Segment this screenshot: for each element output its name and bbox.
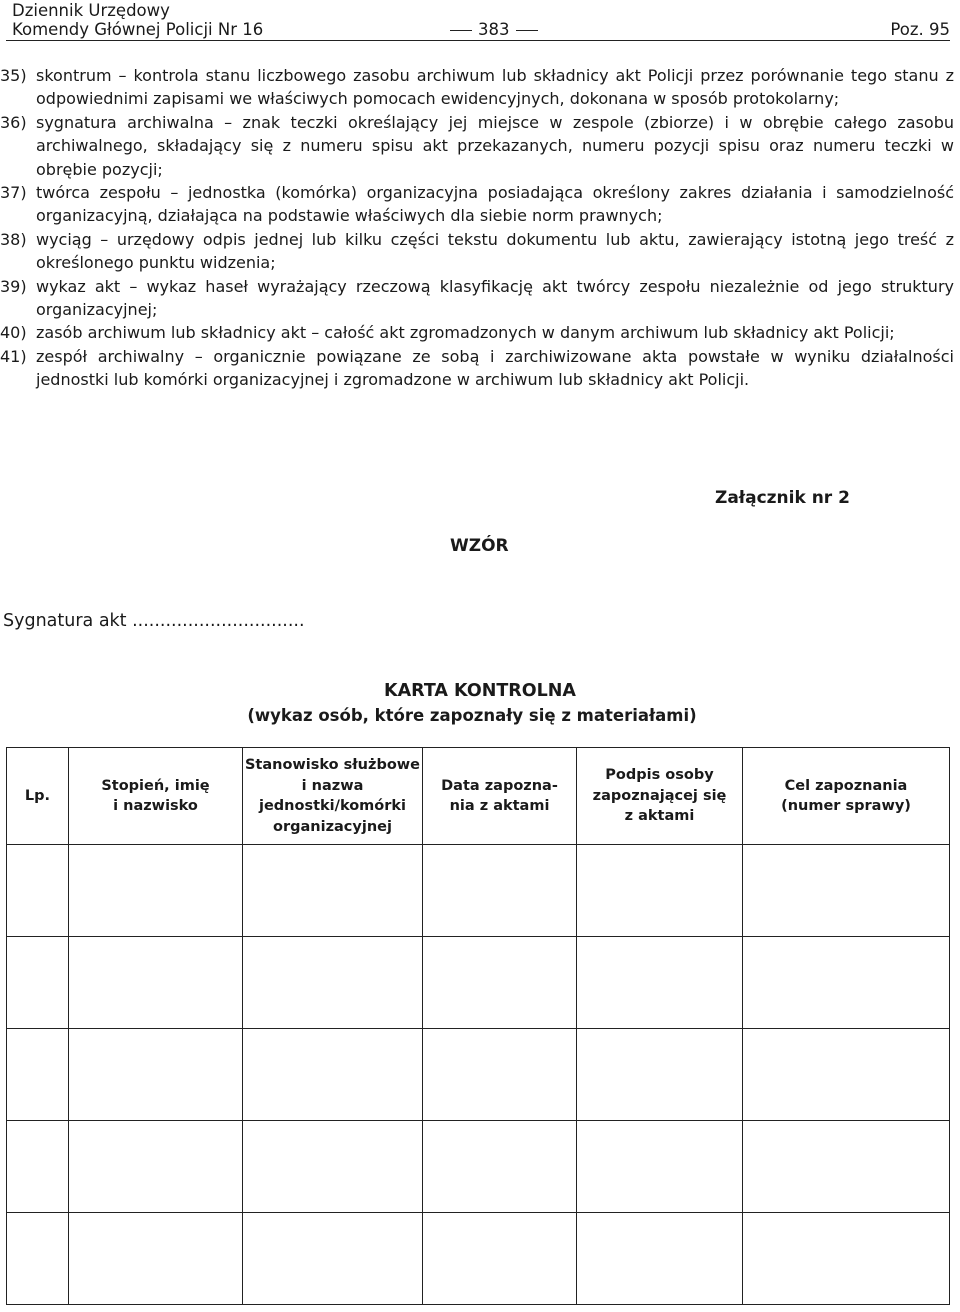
journal-title: Dziennik Urzędowy [12, 1, 170, 20]
table-cell [243, 937, 423, 1029]
definition-text: zasób archiwum lub składnicy akt – całość akt zgromadzonych w danym archiwum lub składnicy akt Policji; [36, 323, 895, 343]
definition-text: wyciąg – urzędowy odpis jednej lub kilku części tekstu dokumentu lub aktu, zawierający istotną jego treść z określonego punktu widzenia; [36, 229, 954, 273]
column-header [69, 748, 243, 845]
table-cell [69, 845, 243, 937]
definition-number: 39) [0, 276, 27, 296]
column-header-label: Lp. [24, 787, 51, 804]
table-cell [243, 845, 423, 937]
definition-item [0, 181, 954, 228]
table-header-row [7, 748, 950, 845]
table-cell [423, 845, 577, 937]
table-cell [423, 1213, 577, 1305]
table-cell [423, 1121, 577, 1213]
table-cell [577, 1121, 743, 1213]
table-cell [7, 937, 69, 1029]
dash-right [516, 30, 538, 31]
definition-number: 40) [0, 323, 27, 343]
table-cell [743, 1213, 950, 1305]
template-label: WZÓR [450, 536, 509, 556]
column-header-label: Data zapozna- nia z aktami [441, 777, 558, 814]
column-header [7, 748, 69, 845]
journal-subtitle: Komendy Głównej Policji Nr 16 [12, 20, 264, 39]
table-cell [69, 937, 243, 1029]
form-subtitle: (wykaz osób, które zapoznały się z materiałami) [247, 706, 697, 725]
table-cell [423, 1029, 577, 1121]
table-cell [577, 937, 743, 1029]
page-header [6, 0, 950, 41]
table-cell [243, 1213, 423, 1305]
column-header [243, 748, 423, 845]
column-header-label: Stopień, imię i nazwisko [101, 777, 210, 814]
definition-text: sygnatura archiwalna – znak teczki określający jej miejsce w zespole (zbiorze) i w obrębie całego zasobu archiwalnego, składający się z numeru spisu akt przekazanych, numeru pozycji spisu oraz numeru teczki w obrębie pozycji; [36, 112, 954, 179]
table-row [7, 1121, 950, 1213]
column-header [743, 748, 950, 845]
page-number-value: 383 [478, 20, 510, 39]
table-cell [243, 1121, 423, 1213]
table-cell [7, 1029, 69, 1121]
table-cell [743, 1029, 950, 1121]
definition-item [0, 111, 954, 181]
definition-number: 36) [0, 112, 27, 132]
form-title: KARTA KONTROLNA [384, 681, 576, 701]
table-cell [577, 1029, 743, 1121]
table-cell [69, 1213, 243, 1305]
column-header [577, 748, 743, 845]
definition-number: 37) [0, 183, 27, 203]
definition-text: twórca zespołu – jednostka (komórka) organizacyjna posiadająca określony zakres działania i samodzielność organizacyjną, działająca na podstawie właściwych dla siebie norm prawnych; [36, 183, 954, 226]
table-cell [69, 1029, 243, 1121]
definitions-list [0, 64, 954, 392]
table-cell [243, 1029, 423, 1121]
definition-item [0, 228, 954, 275]
definition-text: skontrum – kontrola stanu liczbowego zasobu archiwum lub składnicy akt Policji przez porównanie tego stanu z odpowiednimi zapisami we właściwych pomocach ewidencyjnych, dokonana w sposób protokolarny; [36, 66, 954, 109]
table-cell [7, 845, 69, 937]
definition-item [0, 275, 954, 322]
definition-number: 41) [0, 346, 27, 366]
table-cell [743, 937, 950, 1029]
dash-left [450, 30, 472, 31]
table-cell [7, 1213, 69, 1305]
attachment-label: Załącznik nr 2 [715, 488, 850, 508]
definition-item [0, 345, 954, 392]
table-cell [7, 1121, 69, 1213]
table-cell [69, 1121, 243, 1213]
table-cell [577, 1213, 743, 1305]
table-row [7, 845, 950, 937]
table-row [7, 937, 950, 1029]
table-cell [743, 1121, 950, 1213]
definition-number: 38) [0, 229, 27, 249]
column-header [423, 748, 577, 845]
control-card-table [6, 747, 950, 1305]
column-header-label: Stanowisko służbowe i nazwa jednostki/komórki organizacyjnej [244, 757, 421, 835]
table-cell [743, 845, 950, 937]
definition-item [0, 64, 954, 111]
position-label: Poz. 95 [890, 20, 950, 39]
table-row [7, 1029, 950, 1121]
table-cell [423, 937, 577, 1029]
column-header-label: Podpis osoby zapoznającej się z aktami [592, 767, 727, 825]
definition-item [0, 321, 954, 344]
definition-text: wykaz akt – wykaz haseł wyrażający rzeczową klasyfikację akt twórcy zespołu niezależnie od jego struktury organizacyjnej; [36, 276, 954, 320]
definition-text: zespół archiwalny – organicznie powiązane ze sobą i zarchiwizowane akta powstałe w wyniku działalności jednostki lub komórki organizacyjnej i zgromadzone w archiwum lub składnicy akt Policji. [36, 346, 954, 390]
column-header-label: Cel zapoznania (numer sprawy) [781, 777, 911, 814]
definition-number: 35) [0, 66, 27, 85]
signature-field: Sygnatura akt ............................... [3, 611, 305, 631]
table-body [7, 845, 950, 1305]
table-row [7, 1213, 950, 1305]
page-number [444, 20, 544, 39]
table-cell [577, 845, 743, 937]
